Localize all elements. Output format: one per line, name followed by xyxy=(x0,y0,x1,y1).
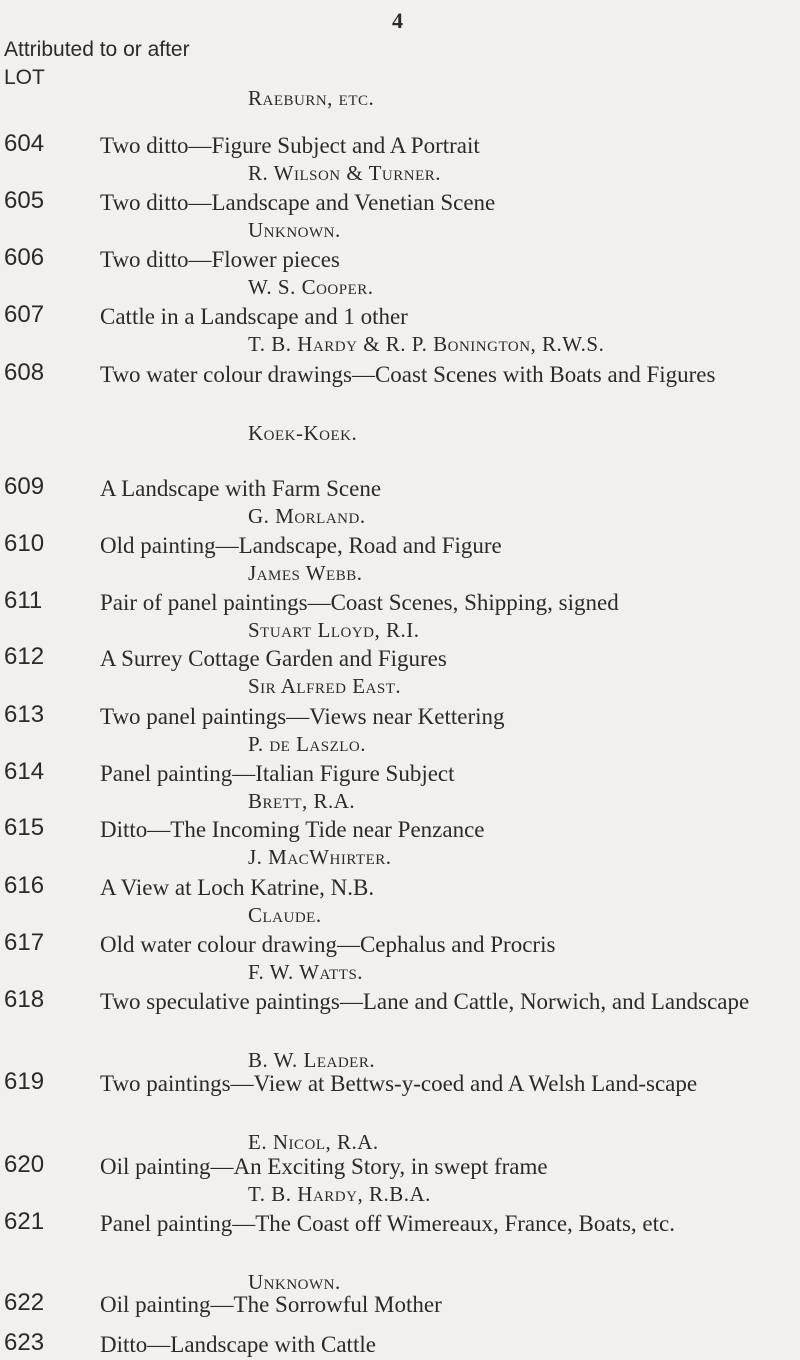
lot-description: Old painting—Landscape, Road and Figure xyxy=(100,533,502,558)
lot-number: 619 xyxy=(4,1068,45,1095)
lot-attribution: F. W. Watts. xyxy=(248,960,364,984)
lot-description: Panel painting—The Coast off Wimereaux, France, Boats, etc. xyxy=(100,1211,675,1236)
lot-attribution: R. Wilson & Turner. xyxy=(248,161,441,185)
lot-description: Panel painting—Italian Figure Subject xyxy=(100,761,455,786)
lot-number: 604 xyxy=(4,130,45,157)
lot-attribution: Unknown. xyxy=(248,1270,341,1294)
lot-attribution: Brett, R.A. xyxy=(248,789,356,813)
lot-number: 614 xyxy=(4,758,45,785)
lot-number: 605 xyxy=(4,187,45,214)
lot-description: Two speculative paintings—Lane and Cattle, Norwich, and Landscape xyxy=(100,989,750,1014)
lot-description: A Surrey Cottage Garden and Figures xyxy=(100,646,447,671)
section-header: Attributed to or after xyxy=(4,38,190,61)
lot-description: Two water colour drawings—Coast Scenes with Boats and Figures xyxy=(100,362,716,387)
lot-column-label: LOT xyxy=(4,66,45,89)
lot-attribution: T. B. Hardy, R.B.A. xyxy=(248,1182,431,1206)
lot-number: 611 xyxy=(4,587,43,614)
lot-attribution: Sir Alfred East. xyxy=(248,674,402,698)
lot-number: 622 xyxy=(4,1289,45,1316)
lot-attribution: Koek-Koek. xyxy=(248,421,358,445)
lot-number: 617 xyxy=(4,929,45,956)
lot-number: 609 xyxy=(4,473,45,500)
lot-number: 608 xyxy=(4,359,45,386)
lot-attribution: Stuart Lloyd, R.I. xyxy=(248,618,420,642)
lot-description: Two ditto—Flower pieces xyxy=(100,247,340,272)
lot-attribution: James Webb. xyxy=(248,561,363,585)
lot-attribution: G. Morland. xyxy=(248,504,366,528)
lot-description: Pair of panel paintings—Coast Scenes, Shipping, signed xyxy=(100,590,619,615)
lot-description: Two ditto—Landscape and Venetian Scene xyxy=(100,190,496,215)
lot-attribution: T. B. Hardy & R. P. Bonington, R.W.S. xyxy=(248,332,605,356)
lot-description: A Landscape with Farm Scene xyxy=(100,476,382,501)
lot-number: 612 xyxy=(4,643,45,670)
lot-description: Cattle in a Landscape and 1 other xyxy=(100,304,408,329)
lot-description: Ditto—Landscape with Cattle xyxy=(100,1332,376,1357)
lot-description: Two ditto—Figure Subject and A Portrait xyxy=(100,133,480,158)
lot-attribution: P. de Laszlo. xyxy=(248,732,367,756)
lot-attribution: Unknown. xyxy=(248,218,341,242)
lot-number: 613 xyxy=(4,701,45,728)
lot-description: Two paintings—View at Bettws-y-coed and A Welsh Land-scape xyxy=(100,1071,698,1096)
lot-attribution: E. Nicol, R.A. xyxy=(248,1130,379,1154)
header-attribution: Raeburn, etc. xyxy=(248,86,375,110)
lot-number: 621 xyxy=(4,1208,45,1235)
lot-number: 616 xyxy=(4,872,45,899)
lot-number: 615 xyxy=(4,814,45,841)
lot-description: A View at Loch Katrine, N.B. xyxy=(100,875,375,900)
lot-attribution: W. S. Cooper. xyxy=(248,275,374,299)
lot-number: 623 xyxy=(4,1329,45,1356)
lot-number: 618 xyxy=(4,986,45,1013)
lot-description: Old water colour drawing—Cephalus and Procris xyxy=(100,932,556,957)
lot-number: 607 xyxy=(4,301,45,328)
lot-attribution: J. MacWhirter. xyxy=(248,845,392,869)
lot-number: 610 xyxy=(4,530,45,557)
lot-number: 620 xyxy=(4,1151,45,1178)
lot-description: Oil painting—The Sorrowful Mother xyxy=(100,1292,442,1317)
lot-attribution: Claude. xyxy=(248,903,322,927)
lot-description: Two panel paintings—Views near Kettering xyxy=(100,704,505,729)
lot-attribution: B. W. Leader. xyxy=(248,1048,376,1072)
lot-number: 606 xyxy=(4,244,45,271)
lot-description: Oil painting—An Exciting Story, in swept frame xyxy=(100,1154,548,1179)
page-number: 4 xyxy=(392,8,403,33)
lot-description: Ditto—The Incoming Tide near Penzance xyxy=(100,817,485,842)
